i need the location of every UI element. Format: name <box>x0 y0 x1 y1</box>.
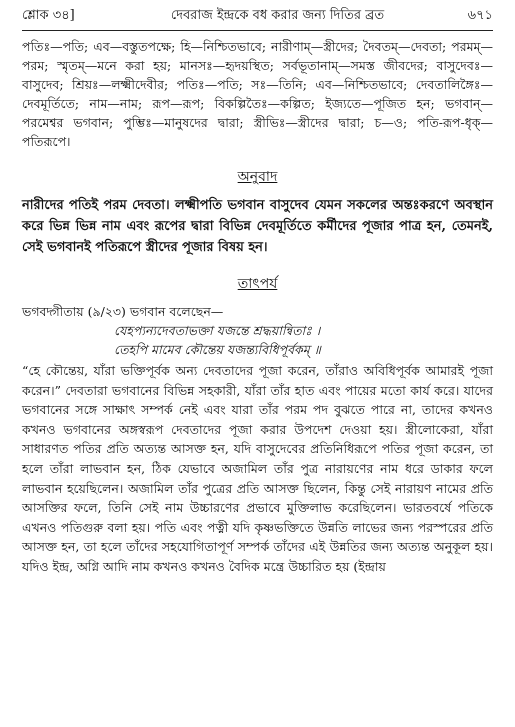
translation-text: নারীদের পতিই পরম দেবতা। লক্ষ্মীপতি ভগবান বাসুদেব যেমন সকলের অন্তঃকরণে অবস্থান করে ভিন্ন ভিন্ন নাম এবং রূপের দ্বারা বিভিন্ন দেবমূর্তিতে কর্মীদের পূজার পাত্র হন, তেমনই, সেই ভগবানই পতিরূপে স্ত্রীদের পূজার বিষয় হন। <box>22 198 493 255</box>
verse-reference: শ্লোক ৩৪] <box>22 8 75 23</box>
gita-quote-line-1: যেহপ্যন্যদেবতাভক্তা যজন্তে শ্রদ্ধয়ান্বিতাঃ । <box>114 323 321 338</box>
gita-quote-line-2: তেহপি মামেব কৌন্তেয় যজন্ত্যবিধিপূর্বকম্ ॥ <box>114 342 321 357</box>
chapter-title: দেবরাজ ইন্দ্রকে বধ করার জন্য দিতির ব্রত <box>170 8 385 23</box>
translation-heading: অনুবাদ <box>237 169 278 185</box>
purport-body: “হে কৌন্তেয়, যাঁরা ভক্তিপূর্বক অন্য দেবতাদের পূজা করেন, তাঁরাও অবিধিপূর্বক আমারই পূজা করেন।” দেবতারা ভগবানের বিভিন্ন সহকারী, যাঁরা তাঁর হাত এবং পায়ের মতো কার্য করে। যাদের ভগবানের সঙ্গে সাক্ষাৎ সম্পর্ক নেই এবং যারা তাঁর পরম পদ বুঝতে পারে না, তাদের কখনও কখনও ভগবানের অঙ্গস্বরূপ দেবতাদের পূজা করার উপদেশ দেওয়া হয়। স্ত্রীলোকেরা, যাঁরা সাধারণত পতির প্রতি অত্যন্ত আসক্ত হন, যদি বাসুদেবের প্রতিনিধিরূপে পতির পূজা করেন, তা হলে তাঁরা লাভবান হন, ঠিক যেভাবে অজামিল তাঁর পুত্র নারায়ণের নাম ধরে ডাকার ফলে লাভবান হয়েছিলেন। অজামিল তাঁর পুত্রের প্রতি আসক্ত ছিলেন, কিন্তু সেই নারায়ণ নামের প্রতি আসক্তির ফলে, তিনি সেই নাম উচ্চারণের প্রভাবে মুক্তিলাভ করেছিলেন। ভারতবর্ষে পতিকে এখনও পতিগুরু বলা হয়। পতি এবং পত্নী যদি কৃষ্ণভক্তিতে উন্নতি লাভের জন্য পরস্পরের প্রতি আসক্ত হন, তা হলে তাঁদের সহযোগিতাপূর্ণ সম্পর্ক তাঁদের এই উন্নতির জন্য অত্যন্ত অনুকূল হয়। যদিও ইন্দ্র, অগ্নি আদি নাম কখনও কখনও বৈদিক মন্ত্রে উচ্চারিত হয় (ইন্দ্রায় <box>22 363 493 574</box>
purport-heading: তাৎপর্য <box>237 276 278 292</box>
page-number: ৬৭১ <box>467 8 493 23</box>
purport-intro: ভগবদ্গীতায় (৯/২৩) ভগবান বলেছেন— <box>22 304 224 319</box>
word-for-word-synonyms: পতিঃ—পতি; এব—বস্তুতপক্ষে; হি—নিশ্চিতভাবে; নারীণাম্—স্ত্রীদের; দৈবতম্—দেবতা; পরমম্—পরম; স্মৃতম্—মনে করা হয়; মানসঃ—হৃদয়স্থিত; সর্বভূতানাম্—সমস্ত জীবদের; বাসুদেবঃ—বাসুদেব; শ্রিয়ঃ—লক্ষ্মীদেবীর; পতিঃ—পতি; সঃ—তিনি; এব—নিশ্চিতভাবে; দেবতালিঙ্গৈঃ—দেবমূর্তিতে; নাম—নাম; রূপ—রূপ; বিকল্পিতৈঃ—কল্পিত; ইজ্যতে—পূজিত হন; ভগবান্—পরমেশ্বর ভগবান; পুম্ভিঃ—মানুষদের দ্বারা; স্ত্রীভিঃ—স্ত্রীদের দ্বারা; চ—ও; পতি-রূপ-ধৃক্—পতিরূপে। <box>22 39 493 149</box>
running-header <box>22 6 493 30</box>
header-rule <box>22 30 493 31</box>
